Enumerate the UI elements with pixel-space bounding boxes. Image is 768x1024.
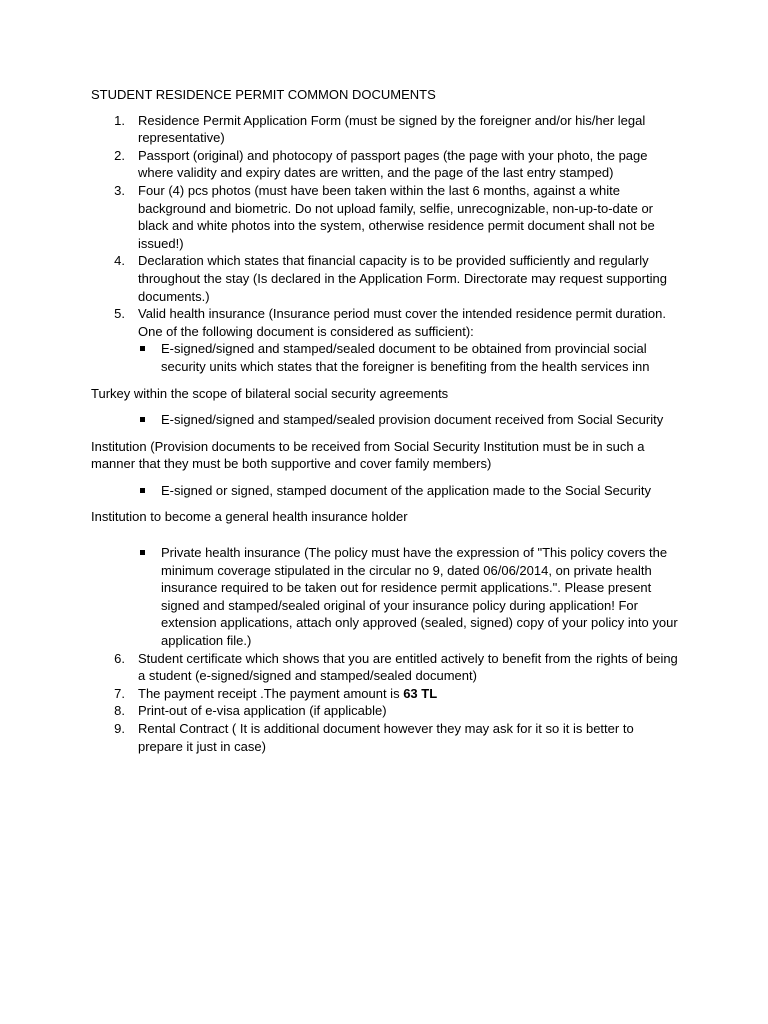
list-item	[91, 112, 681, 147]
bullet-text: E-signed/signed and stamped/sealed provision document received from Social Security	[161, 412, 664, 428]
document-body	[91, 86, 681, 755]
item-number: 4.	[114, 253, 125, 269]
list-item	[91, 685, 681, 703]
item-text: Residence Permit Application Form (must be signed by the foreigner and/or his/her legal representative)	[138, 112, 646, 146]
bullet-item	[91, 482, 681, 500]
list-item	[91, 702, 681, 720]
item-number: 3.	[114, 182, 125, 198]
body-paragraph: Turkey within the scope of bilateral social security agreements	[91, 385, 449, 401]
item-text: Passport (original) and photocopy of passport pages (the page with your photo, the page where validity and expiry dates are written, and the page of the last entry stamped)	[138, 147, 648, 181]
item-text: Declaration which states that financial capacity is to be provided sufficiently and regularly throughout the stay (Is declared in the Application Form. Directorate may request supporting documents.)	[138, 253, 667, 304]
item-text: Student certificate which shows that you are entitled actively to benefit from the rights of being a student (e-signed/signed and stamped/sealed document)	[138, 650, 678, 684]
bullet-text: Private health insurance (The policy must have the expression of "This policy covers the minimum coverage stipulated in the circular no 9, dated 06/06/2014, on private health insurance required to be taken out for residence permit applications.". Please present signed and stamped/sealed original of your insurance policy during application! For extension applications, attach only approved (sealed, signed) copy of your policy into your application file.)	[161, 545, 678, 649]
body-paragraph: Institution to become a general health insurance holder	[91, 509, 408, 525]
item-text: Rental Contract ( It is additional document however they may ask for it so it is better to prepare it just in case)	[138, 721, 634, 754]
item-text: Valid health insurance (Insurance period must cover the intended residence permit duration. One of the following document is considered as sufficient):	[138, 306, 667, 339]
item-number: 5.	[114, 306, 125, 322]
document-title: STUDENT RESIDENCE PERMIT COMMON DOCUMENTS	[91, 87, 436, 102]
item-number: 1.	[114, 112, 125, 128]
bullet-item	[91, 411, 681, 429]
list-item	[91, 182, 681, 252]
item-number: 8.	[114, 703, 125, 719]
item-number: 7.	[114, 685, 125, 701]
square-bullet-icon	[140, 417, 145, 422]
square-bullet-icon	[140, 346, 145, 351]
item-text: The payment receipt .The payment amount is	[138, 685, 404, 701]
bullet-text: E-signed/signed and stamped/sealed document to be obtained from provincial social security units which states that the foreigner is benefiting from the health services inn	[161, 341, 650, 374]
item-number: 9.	[114, 721, 125, 736]
item-number: 6.	[114, 650, 125, 666]
bullet-text: E-signed or signed, stamped document of the application made to the Social Security	[161, 482, 651, 498]
list-item	[91, 147, 681, 182]
item-text: Four (4) pcs photos (must have been taken within the last 6 months, against a white background and biometric. Do not upload family, selfie, unrecognizable, non-up-to-date or black and white photos into the system, otherwise residence permit document shall not be issued!)	[138, 182, 655, 251]
payment-amount: 63 TL	[403, 685, 438, 701]
square-bullet-icon	[140, 550, 145, 555]
bullet-item	[91, 544, 681, 650]
item-text: Print-out of e-visa application (if applicable)	[138, 703, 387, 719]
item-number: 2.	[114, 147, 125, 163]
square-bullet-icon	[140, 488, 145, 493]
body-paragraph: Institution (Provision documents to be received from Social Security Institution must be in such a manner that they must be both supportive and cover family members)	[91, 438, 645, 472]
bullet-item	[91, 340, 681, 375]
list-item	[91, 720, 681, 755]
list-item	[91, 252, 681, 305]
list-item	[91, 650, 681, 685]
list-item	[91, 305, 681, 340]
